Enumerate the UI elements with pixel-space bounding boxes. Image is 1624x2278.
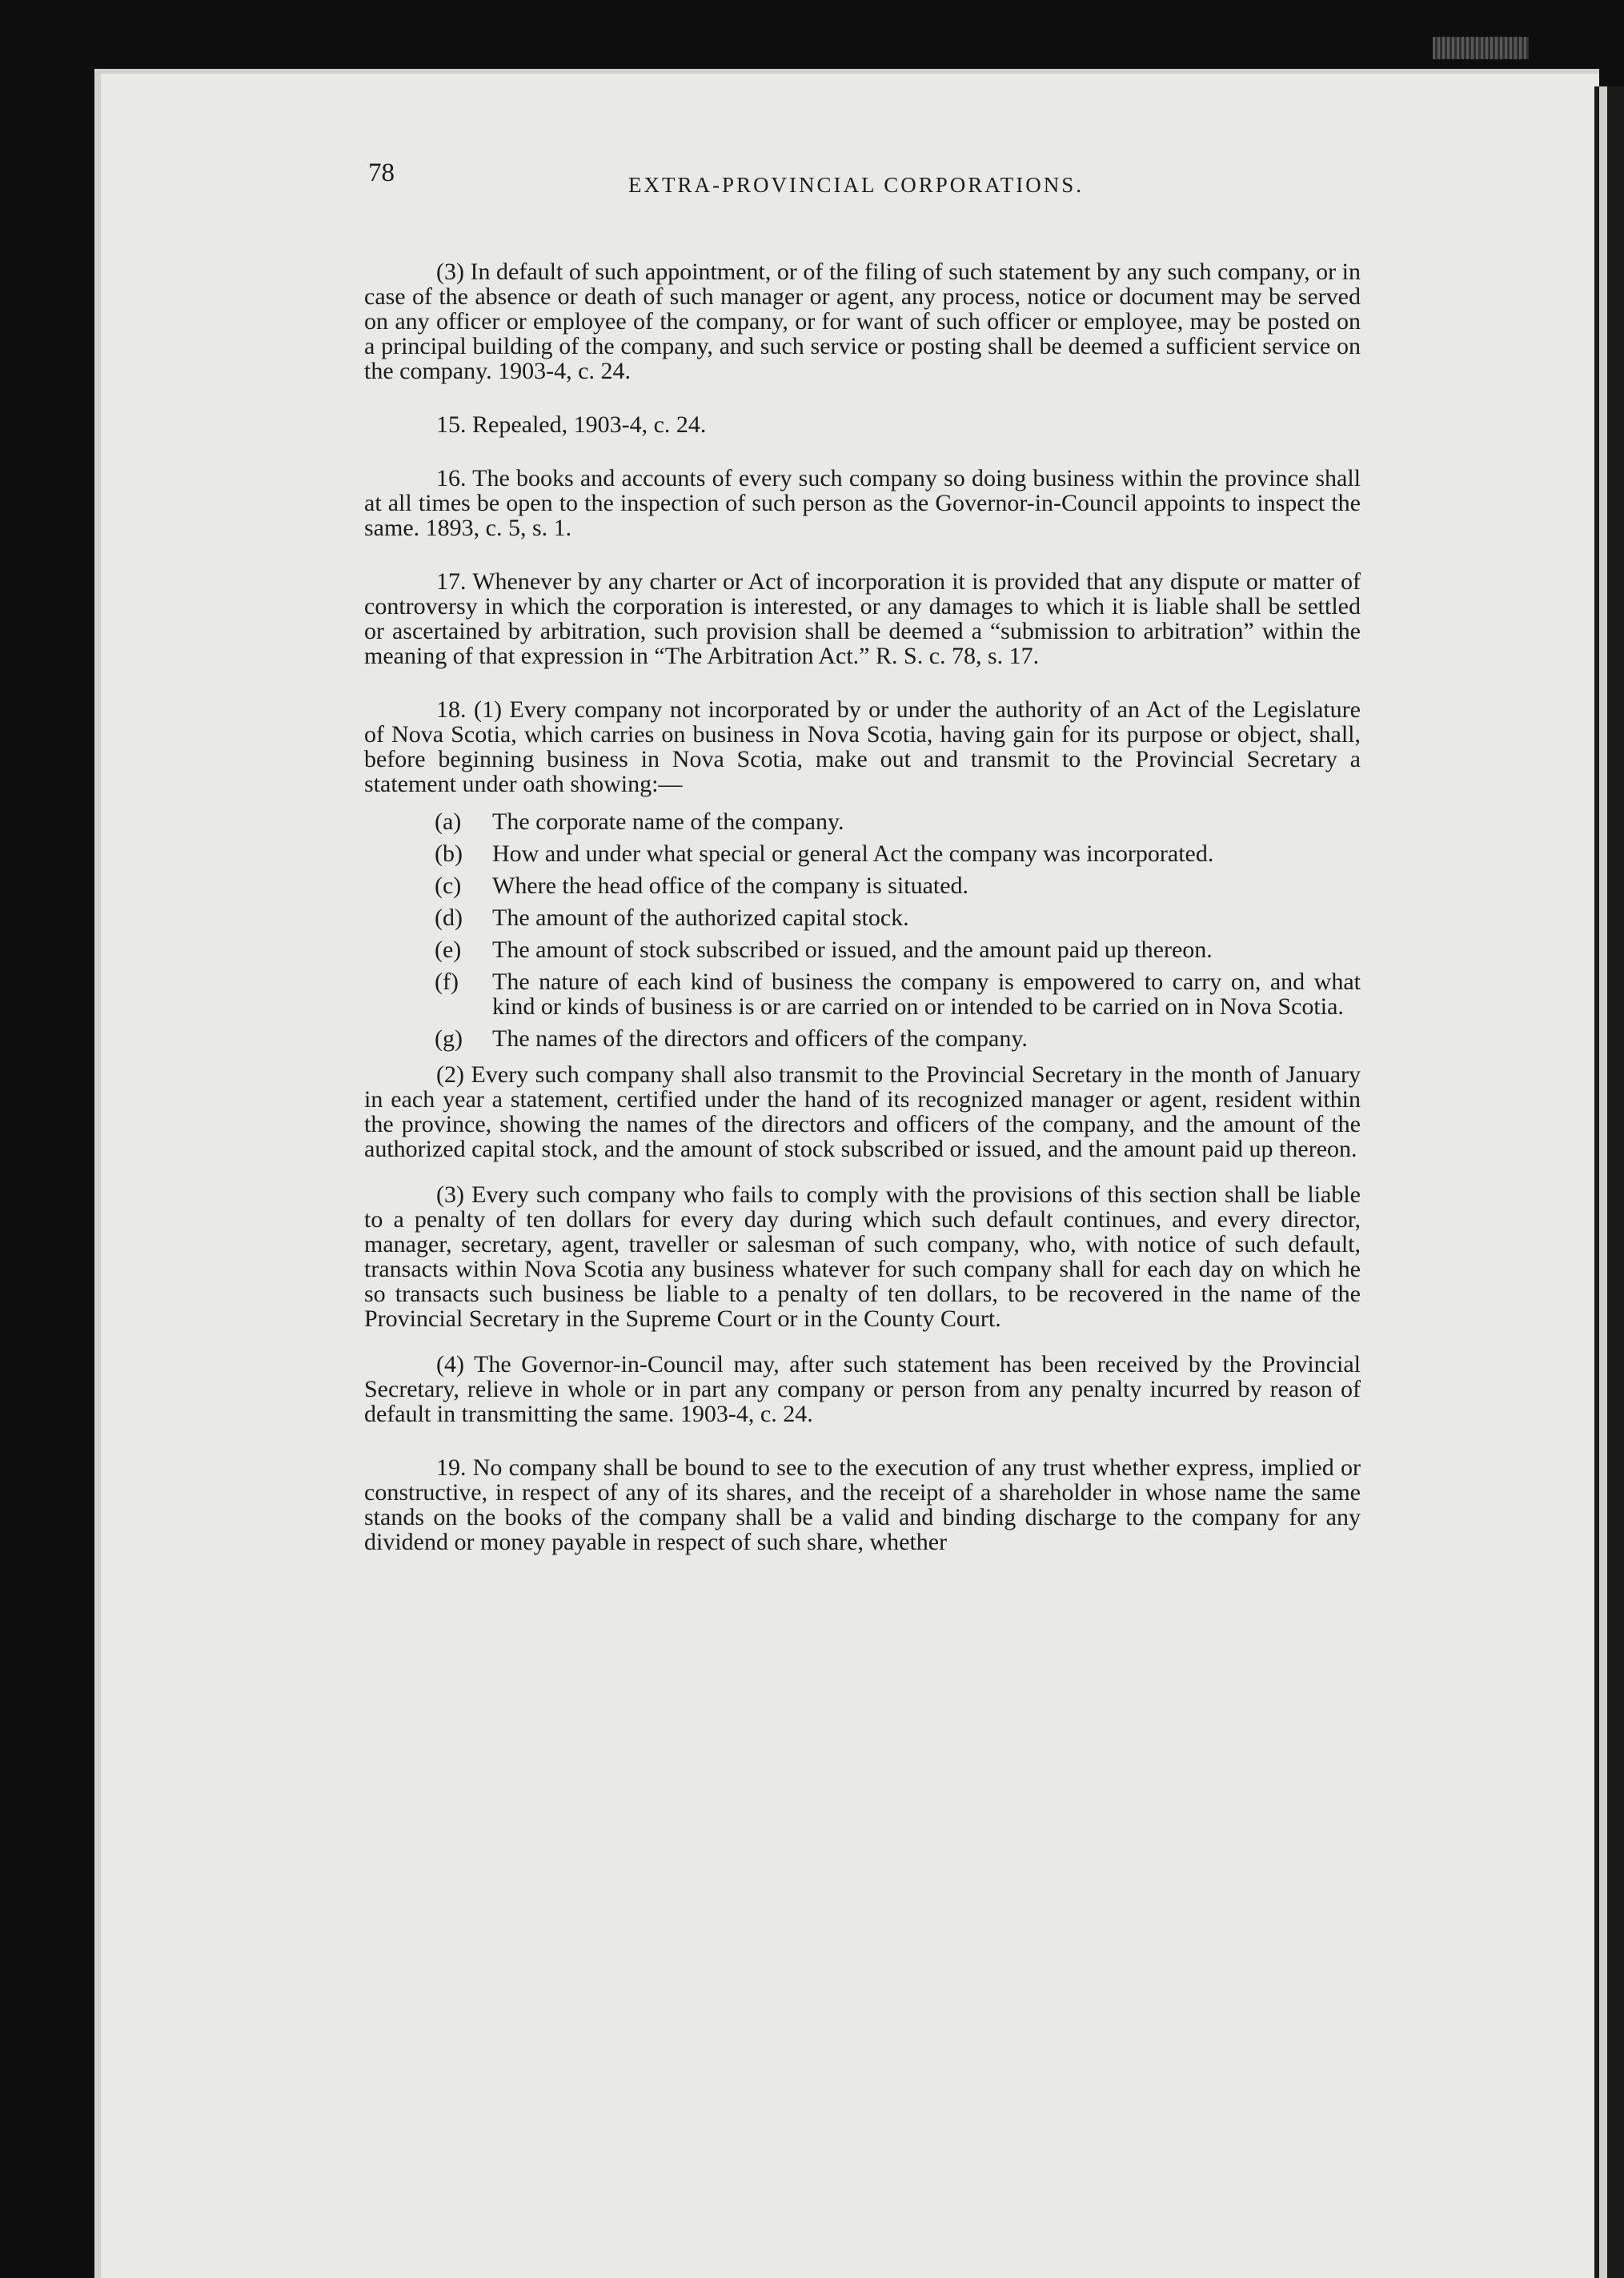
section-18-3: (3) Every such company who fails to comply with the provisions of this section shall be liable to a penalty of ten dollars for every day during which such default continues, and every director, manager, secretary, agent, traveller or salesman of such company, who, with notice of such default, transacts within Nova Scotia any business whatever for such company shall for each day on which he so transacts such business be liable to a penalty of ten dollars, to be recovered in the name of the Provincial Secretary in the Supreme Court or in the County Court. (364, 1181, 1361, 1332)
list-item (364, 1026, 1361, 1051)
item-text: The names of the directors and officers of the company. (492, 1025, 1028, 1052)
item-label: (b) (435, 840, 463, 867)
item-text: The amount of the authorized capital stock. (492, 904, 909, 931)
section-17: 17. Whenever by any charter or Act of incorporation it is provided that any dispute or matter of controversy in which the corporation is interested, or any damages to which it is liable shall be settled or ascertained by arbitration, such provision shall be deemed a “submission to arbitration” within the meaning of that expression in “The Arbitration Act.” R. S. c. 78, s. 17. (364, 568, 1361, 669)
facing-page-edge (1594, 86, 1624, 2278)
item-label: (g) (435, 1025, 463, 1052)
list-item (364, 969, 1361, 1019)
list-item (364, 937, 1361, 962)
statement-items-list (364, 809, 1361, 1051)
page-header (364, 158, 1361, 207)
section-18-1: 18. (1) Every company not incorporated by or under the authority of an Act of the Legislature of Nova Scotia, which carries on business in Nova Scotia, having gain for its purpose or object, shall, before beginning business in Nova Scotia, make out and transmit to the Provincial Secretary a statement under oath showing:— (364, 696, 1361, 797)
item-label: (e) (435, 936, 462, 963)
item-text: Where the head office of the company is situated. (492, 872, 969, 899)
page-content (364, 158, 1361, 1583)
section-15: 15. Repealed, 1903-4, c. 24. (436, 411, 707, 438)
item-label: (f) (435, 969, 459, 995)
item-text: The amount of stock subscribed or issued, and the amount paid up thereon. (492, 936, 1213, 963)
paragraph-3-default: (3) In default of such appointment, or of the filing of such statement by any such company, or in case of the absence or death of such manager or agent, any process, notice or document may be served on any officer or employee of the company, or for want of such officer or employee, may be posted on a principal building of the company, and such service or posting shall be deemed a sufficient service on the company. 1903-4, c. 24. (364, 259, 1361, 384)
item-text: How and under what special or general Act the company was incorporated. (492, 840, 1214, 867)
list-item (364, 905, 1361, 930)
section-19: 19. No company shall be bound to see to the execution of any trust whether express, implied or constructive, in respect of any of its shares, and the receipt of a shareholder in whose name the same stands on the books of the company shall be a valid and binding discharge to the company for any dividend or money payable in respect of such share, whether (364, 1454, 1361, 1555)
item-label: (c) (435, 872, 462, 899)
page-edge-sliver (1599, 86, 1607, 2278)
item-text: The nature of each kind of business the company is empowered to carry on, and what kind or kinds of business is or are carried on or intended to be carried on in Nova Scotia. (492, 969, 1361, 1020)
section-18-4: (4) The Governor-in-Council may, after such statement has been received by the Provincial Secretary, relieve in whole or in part any company or person from any penalty incurred by reason of default in transmitting the same. 1903-4, c. 24. (364, 1351, 1361, 1427)
item-label: (a) (435, 808, 462, 835)
section-16: 16. The books and accounts of every such company so doing business within the province shall at all times be open to the inspection of such person as the Governor-in-Council appoints to inspect the same. 1893, c. 5, s. 1. (364, 465, 1361, 541)
item-text: The corporate name of the company. (492, 808, 844, 835)
running-title: EXTRA-PROVINCIAL CORPORATIONS. (628, 173, 1085, 197)
page-number: 78 (368, 158, 395, 187)
section-18-2: (2) Every such company shall also transmit to the Provincial Secretary in the month of January in each year a statement, certified under the hand of its recognized manager or agent, resident within the province, showing the names of the directors and officers of the company, and the amount of the authorized capital stock, and the amount of stock subscribed or issued, and the amount paid up thereon. (364, 1061, 1361, 1162)
scan-artifact (1433, 37, 1529, 59)
list-item (364, 809, 1361, 834)
list-item (364, 841, 1361, 866)
item-label: (d) (435, 904, 463, 931)
list-item (364, 873, 1361, 898)
